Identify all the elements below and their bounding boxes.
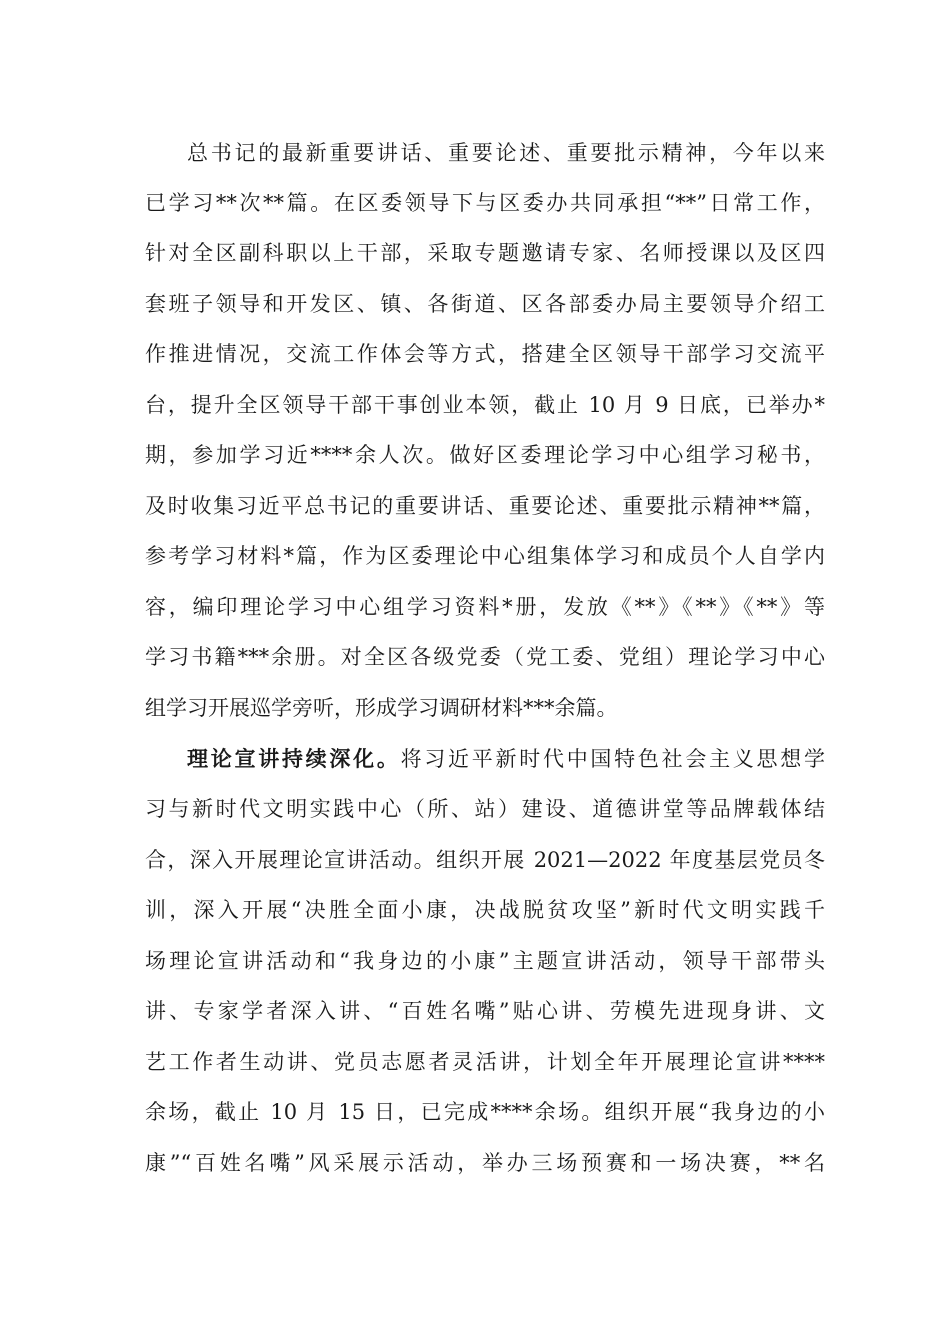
paragraph-1-line-3: 针对全区副科职以上干部，采取专题邀请专家、名师授课以及区四: [145, 241, 825, 265]
paragraph-2-line-1-text: 将习近平新时代中国特色社会主义思想学: [400, 747, 825, 771]
paragraph-1-line-1: 总书记的最新重要讲话、重要论述、重要批示精神，今年以来: [187, 141, 825, 165]
paragraph-1-line-4: 套班子领导和开发区、镇、各街道、区各部委办局主要领导介绍工: [145, 292, 825, 316]
paragraph-2-line-8: 余场，截止 10 月 15 日，已完成****余场。组织开展“我身边的小: [145, 1100, 825, 1124]
paragraph-1-line-11: 学习书籍***余册。对全区各级党委（党工委、党组）理论学习中心: [145, 645, 825, 669]
paragraph-1-line-12: 组学习开展巡学旁听，形成学习调研材料***余篇。: [145, 696, 618, 720]
paragraph-2-line-4: 训，深入开展“决胜全面小康，决战脱贫攻坚”新时代文明实践千: [145, 898, 825, 922]
paragraph-1-line-8: 及时收集习近平总书记的重要讲话、重要论述、重要批示精神**篇，: [145, 494, 825, 518]
paragraph-2-line-2: 习与新时代文明实践中心（所、站）建设、道德讲堂等品牌载体结: [145, 797, 825, 821]
paragraph-1-line-5: 作推进情况，交流工作体会等方式，搭建全区领导干部学习交流平: [145, 342, 825, 366]
paragraph-2-line-7: 艺工作者生动讲、党员志愿者灵活讲，计划全年开展理论宣讲****: [145, 1050, 825, 1074]
paragraph-1-line-9: 参考学习材料*篇，作为区委理论中心组集体学习和成员个人自学内: [145, 544, 825, 568]
paragraph-1-line-2: 已学习**次**篇。在区委领导下与区委办共同承担“**”日常工作，: [145, 191, 825, 215]
paragraph-2-line-9: 康”“百姓名嘴”风采展示活动，举办三场预赛和一场决赛，**名: [145, 1151, 825, 1175]
paragraph-2-line-3: 合，深入开展理论宣讲活动。组织开展 2021—2022 年度基层党员冬: [145, 848, 825, 872]
paragraph-2-line-1: [187, 743, 825, 775]
paragraph-2-line-6: 讲、专家学者深入讲、“百姓名嘴”贴心讲、劳模先进现身讲、文: [145, 999, 825, 1023]
paragraph-1-line-7: 期，参加学习近****余人次。做好区委理论学习中心组学习秘书，: [145, 443, 825, 467]
paragraph-2-line-5: 场理论宣讲活动和“我身边的小康”主题宣讲活动，领导干部带头: [145, 949, 825, 973]
paragraph-1-line-10: 容，编印理论学习中心组学习资料*册，发放《**》《**》《**》等: [145, 595, 825, 619]
section-heading: 理论宣讲持续深化。: [187, 746, 401, 771]
paragraph-1-line-6: 台，提升全区领导干部干事创业本领，截止 10 月 9 日底，已举办*: [145, 393, 825, 417]
